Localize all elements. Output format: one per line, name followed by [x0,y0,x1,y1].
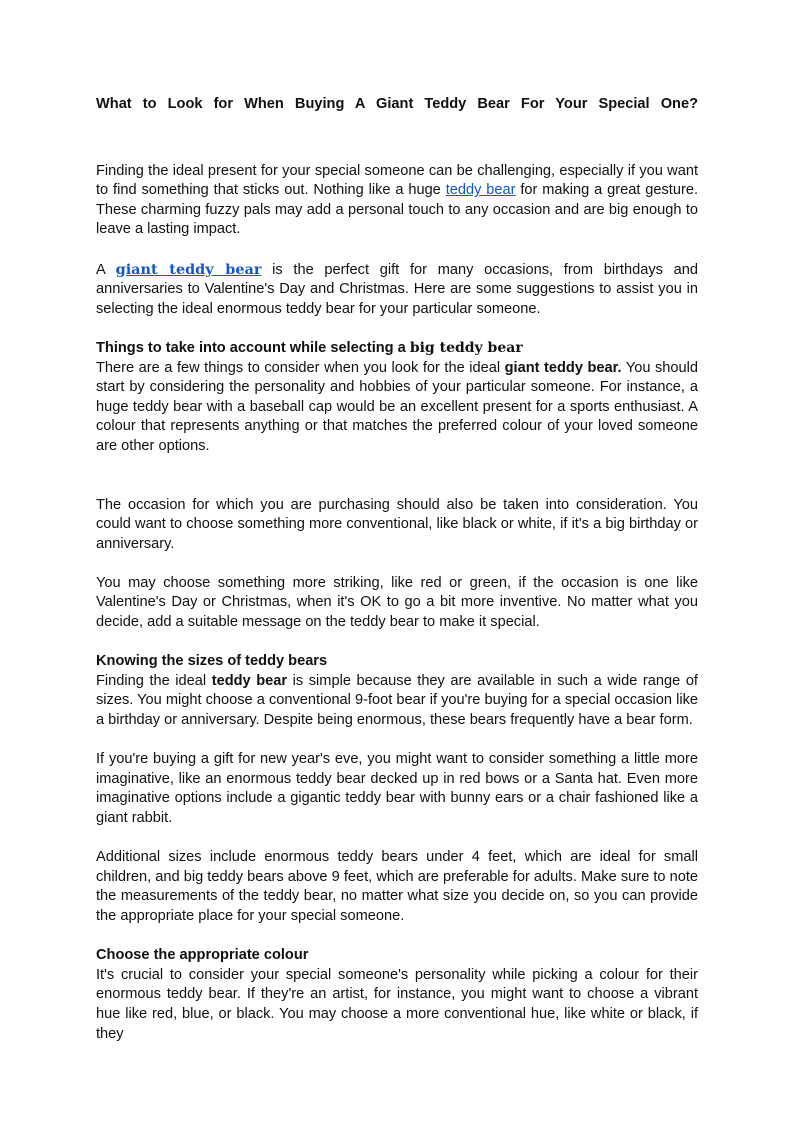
spacer [96,829,698,849]
intro-p2-text-end: is the perfect gift for many occasions, from birthdays and anniversaries to Valentine's Day and Christmas. Here are some suggestions to assist you in selecting the ideal enormous teddy bear for your particular someone. [96,261,698,317]
considerations-p1-text-start: There are a few things to consider when you look for the ideal [96,359,505,376]
section-heading-sizes: Knowing the sizes of teddy bears [96,653,328,670]
intro-p1-text-end: for making a great gesture. These charming fuzzy pals may add a personal touch to any occasion and are big enough to leave a lasting impact. [96,182,699,238]
spacer [96,554,698,574]
sizes-paragraph-1 [96,672,698,731]
considerations-p1-text-end: You should start by considering the personality and hobbies of your particular someone. For instance, a huge teddy bear with a baseball cap would be an excellent present for a sports enthusiast. A colour that represents anything or that matches the preferred colour of your loved someone are other options. [96,359,699,454]
sizes-p1-text-start: Finding the ideal [96,672,212,689]
section-heading-colour: Choose the appropriate colour [96,947,309,964]
document-page [96,95,698,1044]
teddy-bear-bold: teddy bear [211,672,288,689]
sizes-paragraph-3: Additional sizes include enormous teddy bears under 4 feet, which are ideal for small children, and big teddy bears above 9 feet, which are preferable for adults. Make sure to note the measurements of the teddy bear, no matter what size you decide on, so you can provide the appropriate place for your special someone. [96,849,698,924]
intro-paragraph-2 [96,260,698,320]
sizes-p1-text-end: is simple because they are available in such a wide range of sizes. You might choose a conventional 9-foot bear if you're buying for a special occasion like a birthday or anniversary. Despite being enormous, these bears frequently have a bear form. [96,672,698,729]
section-heading-considerations-text: Things to take into account while selecting a [96,339,410,356]
spacer [96,240,698,260]
teddy-bear-link[interactable]: teddy bear [445,182,516,199]
spacer [96,927,698,947]
spacer [96,633,698,653]
considerations-paragraph-3: You may choose something more striking, like red or green, if the occasion is one like Valentine's Day or Christmas, when it's OK to go a bit more inventive. No matter what you decide, add a suitable message on the teddy bear to make it special. [96,574,698,631]
intro-p1-text-start: Finding the ideal present for your special someone can be challenging, especially if you want to find something that sticks out. Nothing like a huge [96,162,698,199]
spacer [96,731,698,751]
considerations-paragraph-1 [96,359,698,457]
document-title: What to Look for When Buying A Giant Teddy Bear For Your Special One? [96,96,698,112]
spacer [96,457,698,496]
giant-teddy-bear-link[interactable]: giant teddy bear [115,260,262,278]
considerations-paragraph-2: The occasion for which you are purchasing should also be taken into consideration. You could want to choose something more conventional, like black or white, if it's a big birthday or anniversary. [96,496,698,552]
sizes-paragraph-2: If you're buying a gift for new year's eve, you might want to consider something a little more imaginative, like an enormous teddy bear decked up in red bows or a Santa hat. Even more imaginative options include a gigantic teddy bear with bunny ears or a chair fashioned like a giant rabbit. [96,751,698,826]
section-heading-considerations-serif: big teddy bear [409,339,523,356]
colour-paragraph-1: It's crucial to consider your special someone's personality while picking a colour for their enormous teddy bear. If they're an artist, for instance, you might want to choose a vibrant hue like red, blue, or black. You may choose a more conventional hue, like white or black, if they [96,966,698,1042]
intro-p2-text-start: A [96,261,116,278]
giant-teddy-bear-bold: giant teddy bear. [504,359,622,376]
section-heading-considerations [96,339,698,359]
intro-paragraph-1 [96,162,698,240]
spacer [96,319,698,339]
spacer [96,115,698,162]
